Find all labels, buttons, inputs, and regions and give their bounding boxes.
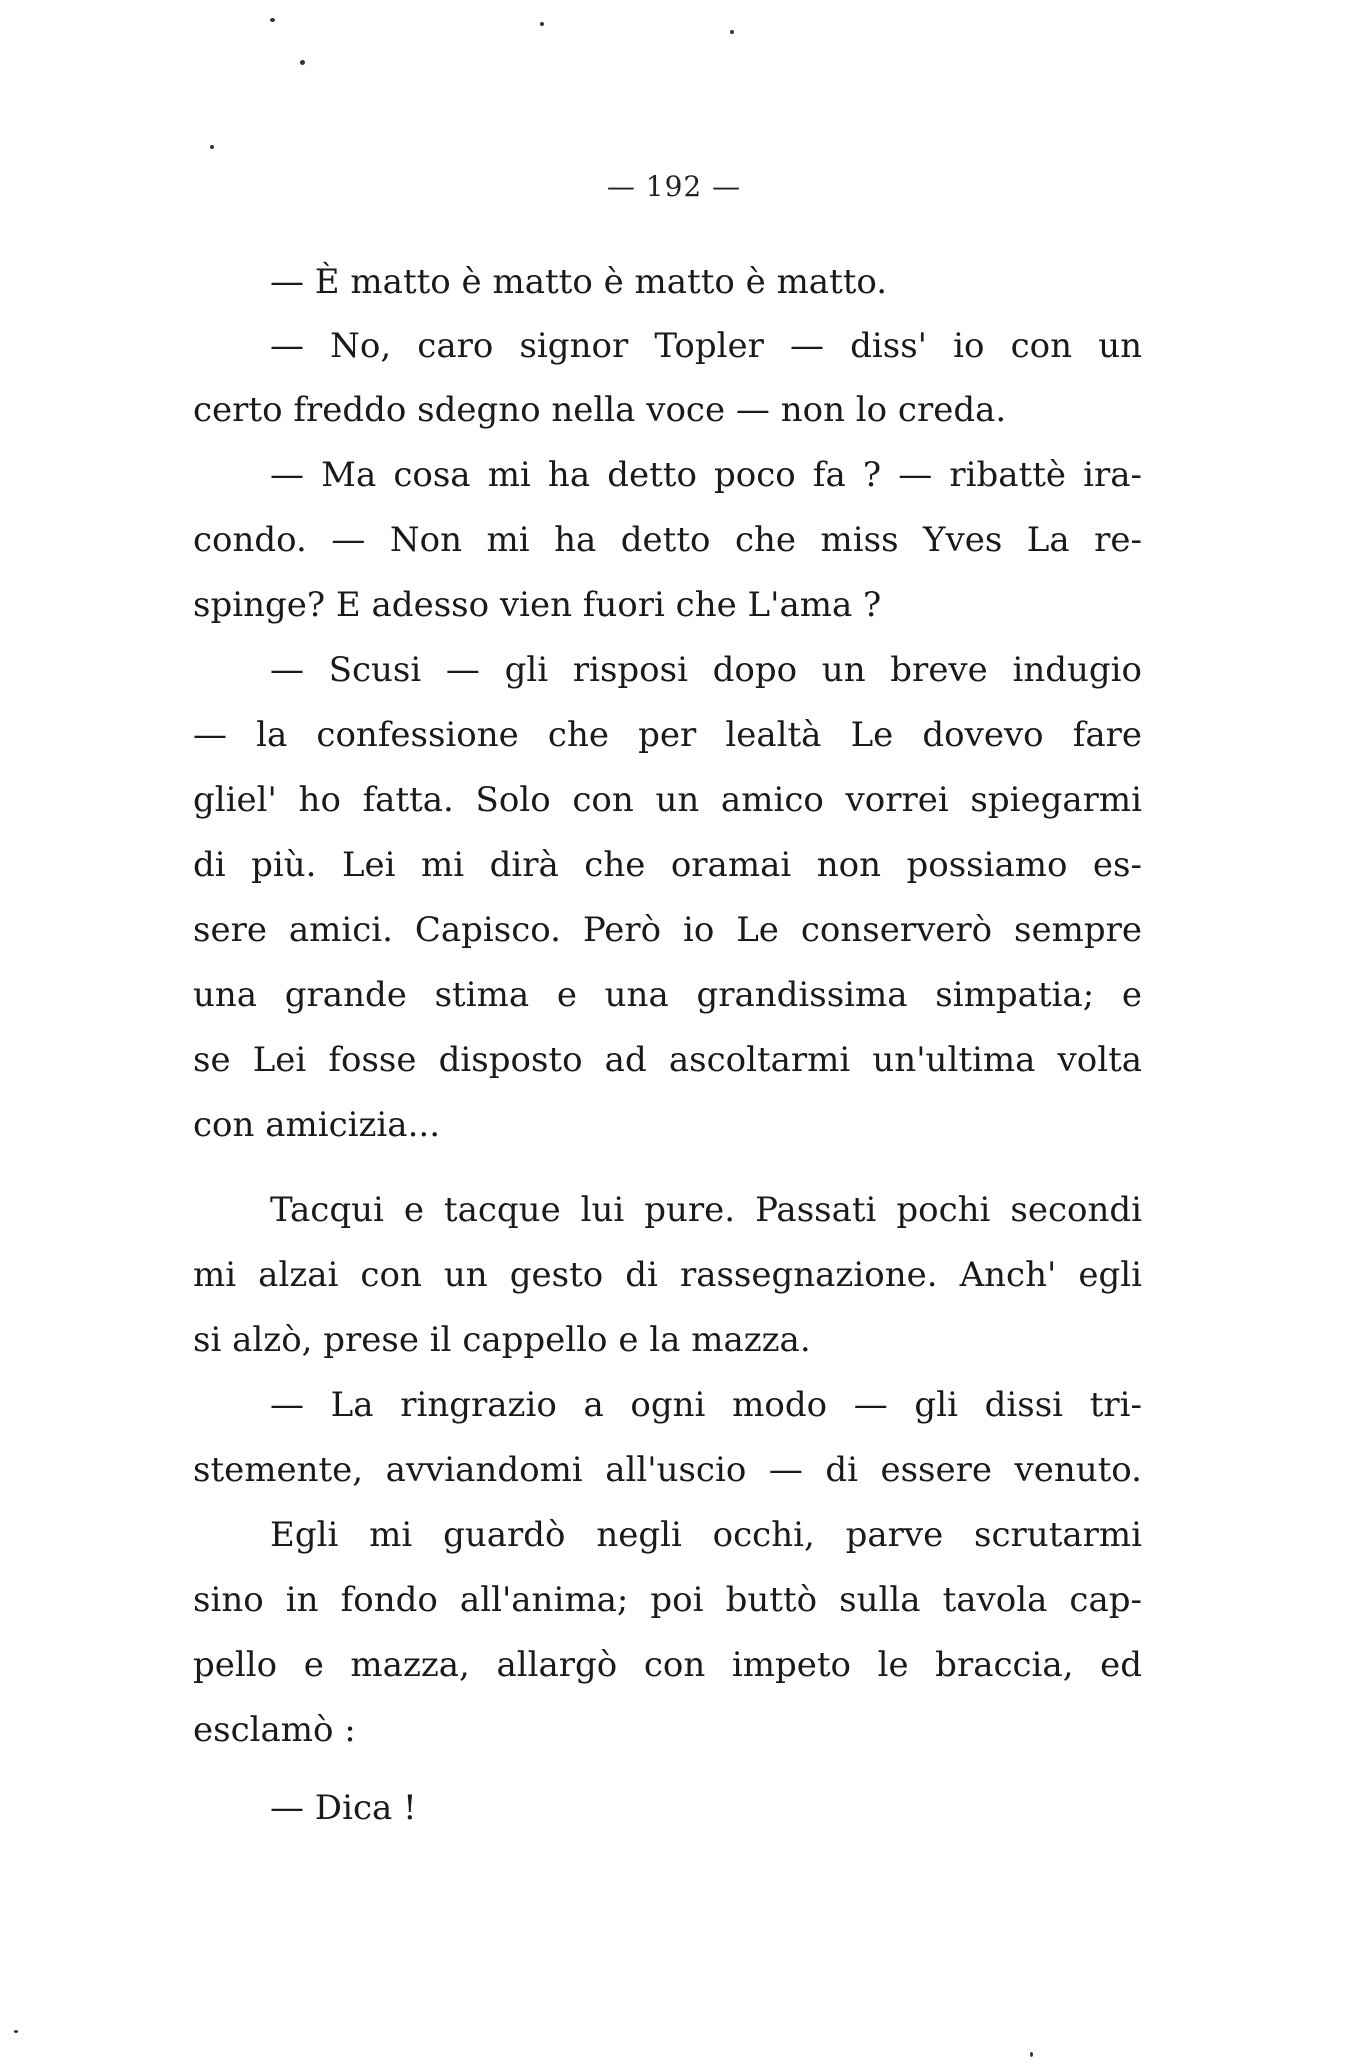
text-line: si alzò, prese il cappello e la mazza. <box>193 1320 811 1360</box>
text-line: Tacqui e tacque lui pure. Passati pochi secondi <box>270 1190 1142 1230</box>
text-line: sino in fondo all'anima; poi buttò sulla tavola cap- <box>193 1580 1142 1620</box>
text-line: Egli mi guardò negli occhi, parve scrutarmi <box>270 1515 1142 1555</box>
text-line: — La ringrazio a ogni modo — gli dissi tri- <box>270 1385 1142 1425</box>
text-line: se Lei fosse disposto ad ascoltarmi un'ultima volta <box>193 1040 1142 1080</box>
scan-speck <box>730 30 734 34</box>
text-line: — la confessione che per lealtà Le dovevo fare <box>193 715 1142 755</box>
text-line: con amicizia... <box>193 1105 440 1145</box>
text-line: di più. Lei mi dirà che oramai non possiamo es- <box>193 845 1142 885</box>
text-line: sere amici. Capisco. Però io Le conserverò sempre <box>193 910 1142 950</box>
text-line: spinge? E adesso vien fuori che L'ama ? <box>193 585 882 625</box>
text-line: gliel' ho fatta. Solo con un amico vorrei spiegarmi <box>193 780 1142 820</box>
text-line: certo freddo sdegno nella voce — non lo creda. <box>193 390 1007 430</box>
text-line: stemente, avviandomi all'uscio — di essere venuto. <box>193 1450 1142 1490</box>
text-line: mi alzai con un gesto di rassegnazione. Anch' egli <box>193 1255 1142 1295</box>
scan-speck <box>540 22 544 26</box>
text-line: — È matto è matto è matto è matto. <box>270 262 888 302</box>
page-number: — 192 — <box>606 170 742 203</box>
scan-speck <box>210 145 214 149</box>
scan-speck <box>300 60 305 65</box>
text-line: pello e mazza, allargò con impeto le braccia, ed <box>193 1645 1142 1685</box>
scan-speck <box>270 18 275 22</box>
text-line: condo. — Non mi ha detto che miss Yves La re- <box>193 520 1142 560</box>
text-line: una grande stima e una grandissima simpatia; e <box>193 975 1142 1015</box>
scan-speck <box>14 2030 18 2033</box>
text-line: — Scusi — gli risposi dopo un breve indugio <box>270 650 1142 690</box>
text-line: — No, caro signor Topler — diss' io con un <box>270 326 1142 366</box>
scan-speck <box>1030 2052 1033 2057</box>
text-line: — Dica ! <box>270 1788 417 1828</box>
text-line: esclamò : <box>193 1710 356 1750</box>
text-line: — Ma cosa mi ha detto poco fa ? — ribattè ira- <box>270 455 1142 495</box>
